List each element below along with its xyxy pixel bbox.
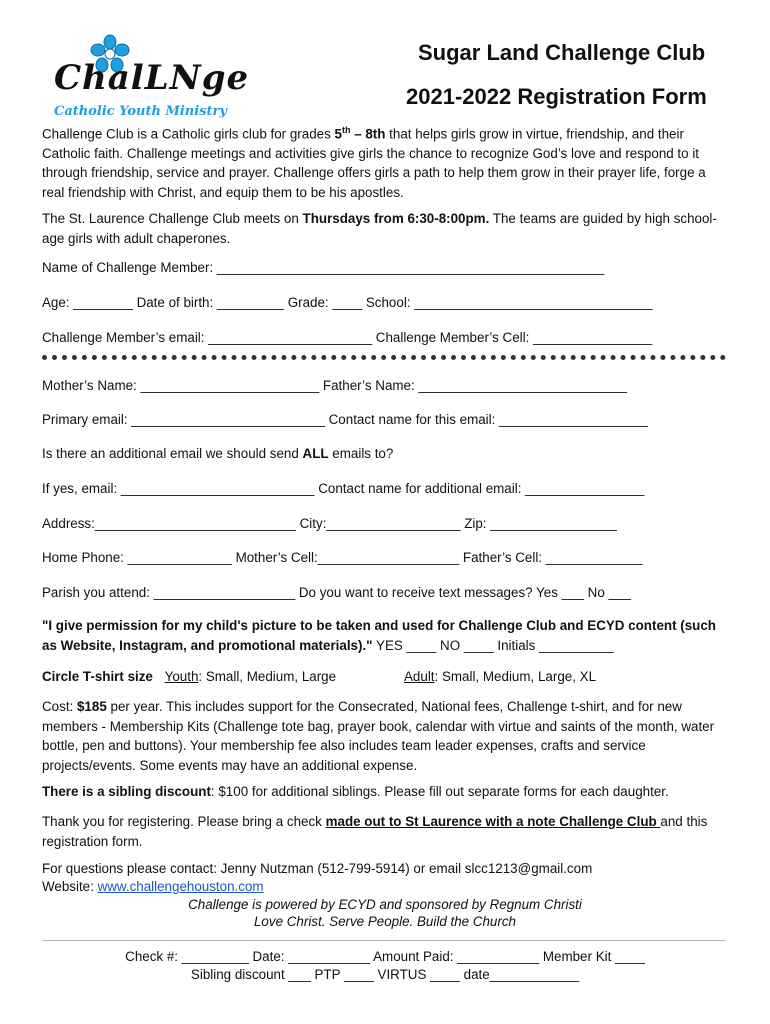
website-link[interactable]: www.challengehouston.com <box>97 879 264 894</box>
page-title: Sugar Land Challenge Club <box>418 40 706 65</box>
member-email-cell-field[interactable]: Challenge Member’s email: ______________________ Challenge Member’s Cell: ________________ <box>42 330 653 345</box>
dotted-divider <box>42 355 726 360</box>
contact-questions: For questions please contact: Jenny Nutzman (512-799-5914) or email slcc1213@gmail.com <box>42 861 593 876</box>
motto: Love Christ. Serve People. Build the Church <box>253 914 516 929</box>
logo-subtitle: Catholic Youth Ministry <box>54 104 227 119</box>
page-subtitle: 2021-2022 Registration Form <box>406 84 707 109</box>
sibling-discount: There is a sibling discount: $100 for additional siblings. Please fill out separate forms for each daughter. <box>42 784 669 799</box>
footer-divider <box>42 940 726 941</box>
thanks-paragraph: Thank you for registering. Please bring a check made out to St Laurence with a note Challenge Club and this registration form. <box>42 814 708 849</box>
additional-email-question: Is there an additional email we should send ALL emails to? <box>42 446 394 461</box>
primary-email-field[interactable]: Primary email: __________________________ Contact name for this email: ____________________ <box>42 412 649 427</box>
member-name-field[interactable]: Name of Challenge Member: ____________________________________________________ <box>42 260 605 275</box>
photo-permission[interactable]: "I give permission for my child's picture to be taken and used for Challenge Club and ECYD content (such as Website, Instagram, and promotional materials)." YES ____ NO ____ Initials __________ <box>42 618 716 653</box>
powered-by: Challenge is powered by ECYD and sponsored by Regnum Christi <box>188 897 582 912</box>
additional-email-field[interactable]: If yes, email: __________________________ Contact name for additional email: ________________ <box>42 481 645 496</box>
parent-names-field[interactable]: Mother’s Name: ________________________ Father’s Name: ____________________________ <box>42 378 627 393</box>
cost-paragraph: Cost: $185 per year. This includes support for the Consecrated, National fees, Challenge t-shirt, and for new members - Membership Kits (Challenge tote bag, prayer book, calendar with virtue and saints of the month, water bottle, pen and buttons). Your membership fee also includes team leader expenses, crafts and service projects/events. Some events may have an additional expense. <box>42 699 715 773</box>
parish-text-field[interactable]: Parish you attend: ___________________ Do you want to receive text messages? Yes ___ No ___ <box>42 585 631 600</box>
age-dob-grade-school-field[interactable]: Age: ________ Date of birth: _________ Grade: ____ School: ________________________________ <box>42 295 653 310</box>
phone-fields[interactable]: Home Phone: ______________ Mother’s Cell:___________________ Father’s Cell: _____________ <box>42 550 643 565</box>
intro-paragraph: Challenge Club is a Catholic girls club for grades 5th – 8th that helps girls grow in virtue, friendship, and their Catholic faith. Challenge meetings and activities give girls the chance to recognize God’s love and respond to it through friendship, service and prayer. Challenge offers girls a path to help them grow in their prayer life, forge a real friendship with Christ, and equip them to be his apostles. <box>42 125 706 200</box>
address-field[interactable]: Address:___________________________ City:__________________ Zip: _________________ <box>42 516 617 531</box>
logo-wordmark: ChalLNge <box>54 58 250 98</box>
tshirt-size-row[interactable]: Circle T-shirt size Youth: Small, Medium, Large Adult: Small, Medium, Large, XL <box>42 669 597 684</box>
meeting-paragraph: The St. Laurence Challenge Club meets on Thursdays from 6:30-8:00pm. The teams are guided by high school-age girls with adult chaperones. <box>42 211 717 246</box>
office-use-line-2[interactable]: Sibling discount ___ PTP ____ VIRTUS ____ date____________ <box>190 967 580 982</box>
website-line: Website: www.challengehouston.com <box>42 879 264 894</box>
logo <box>46 30 250 125</box>
office-use-line-1[interactable]: Check #: _________ Date: ___________ Amount Paid: ___________ Member Kit ____ <box>125 949 645 964</box>
